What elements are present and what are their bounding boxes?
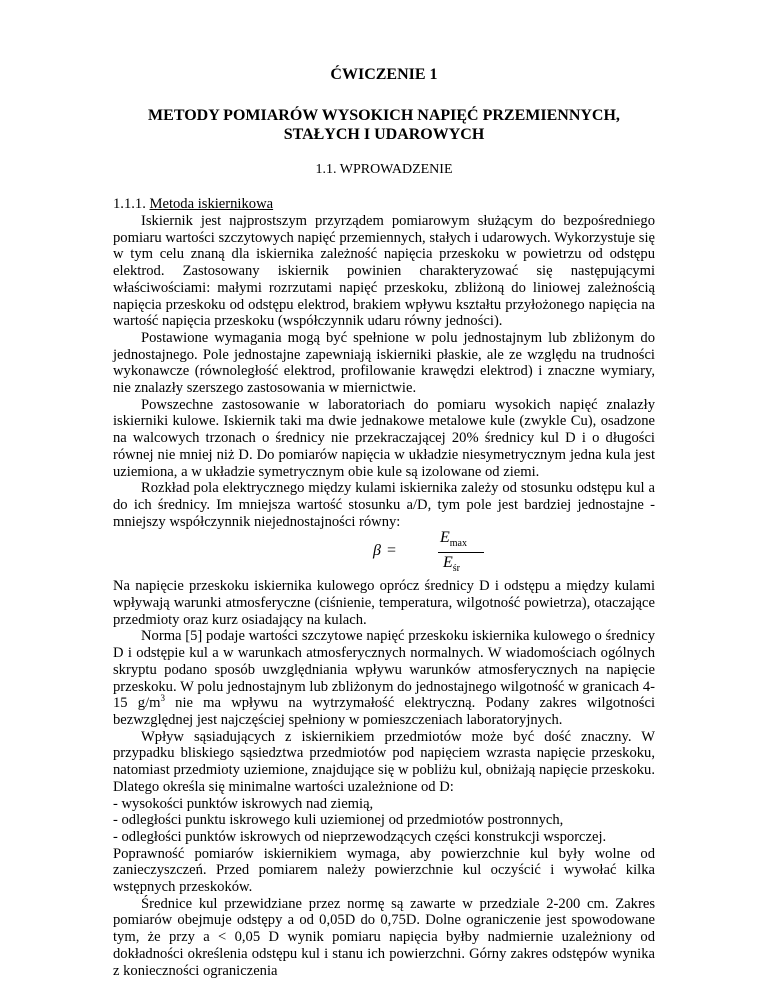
formula-den-var: E (443, 554, 453, 572)
formula-equals: = (387, 542, 397, 560)
list-item: - wysokości punktów iskrowych nad ziemią, (113, 795, 374, 812)
paragraph-part: Norma [5] podaje wartości szczytowe napięć przeskoku iskiernika kulowego o średnicy D i odstępie kul a w warunkach atmosferycznych normalnych. W wiadomościach ogólnych skryptu podano sposób uwzględniania wpływu warunków atmosferycznych na napięcie przeskoku. W polu jednostajnym lub zbliżonym do jednostajnego wilgotność w granicach 4-15 g/m (113, 628, 655, 712)
title-line-2: STAŁYCH I UDAROWYCH (283, 126, 485, 143)
paragraph: Na napięcie przeskoku iskiernika kulowego oprócz średnicy D i odstępu a między kulami wpływają warunki atmosferyczne (ciśnienie, temperatura, wilgotność powietrza), otaczające przedmioty oraz kurz osiadający na kulach. (113, 578, 655, 628)
subsection-title: Metoda iskiernikowa (149, 196, 274, 212)
paragraph-part: nie ma wpływu na wytrzymałość elektryczną. Podany zakres wilgotności bezwzględnej jest najczęściej spełniony w pomieszczeniach laboratoryjnych. (113, 695, 655, 728)
formula-num-sub: max (449, 538, 467, 550)
list-item: - odległości punktu iskrowego kuli uziemionej od przedmiotów postronnych, (113, 812, 564, 829)
section-heading: 1.1. WPROWADZENIE (315, 162, 453, 177)
list-item: - odległości punktów iskrowych od nieprzewodzących części konstrukcji wsporczej. (113, 828, 607, 845)
exercise-heading: ĆWICZENIE 1 (330, 66, 438, 83)
paragraph: Iskiernik jest najprostszym przyrządem pomiarowym służącym do bezpośredniego pomiaru wartości szczytowych napięć przemiennych, stałych i udarowych. Wykorzystuje się w tym celu znaną dla iskiernika zależność napięcia przeskoku w powietrzu od odstępu elektrod. Zastosowany iskiernik powinien charakteryzować się następującymi właściwościami: małymi rozrzutami napięć przeskoku, zbliżoną do liniowej zależnością napięcia przeskoku od odstępu elektrod, brakiem wpływu kształtu przyłożonego napięcia na wartość napięcia przeskoku (współczynnik udaru równy jedności). (113, 213, 655, 330)
paragraph: Wpływ sąsiadujących z iskiernikiem przedmiotów może być dość znaczny. W przypadku bliskiego sąsiedztwa przedmiotów pod napięciem wzrasta napięcie przeskoku, natomiast przedmioty uziemione, znajdujące się w pobliżu kul, obniżają napięcie przeskoku. Dlatego określa się minimalne wartości uzależnione od D: (113, 728, 655, 795)
fraction-bar (438, 552, 484, 553)
paragraph: Postawione wymagania mogą być spełnione w polu jednostajnym lub zbliżonym do jednostajnego. Pole jednostajne zapewniają iskierniki płaskie, ale ze względu na trudności wykonawcze (równoległość elektrod, profilowanie krawędzi elektrod) i znaczne wymiary, nie znalazły szerszego zastosowania w miernictwie. (113, 329, 655, 397)
formula-den-sub: śr (452, 563, 461, 575)
subsection-number: 1.1.1. (113, 196, 150, 212)
formula-num-var: E (440, 529, 450, 547)
paragraph: Średnice kul przewidziane przez normę są zawarte w przedziale 2-200 cm. Zakres pomiarów obejmuje odstępy a od 0,05D do 0,75D. Dolne ograniczenie jest spowodowane tym, że przy a < 0,05 D wynik pomiaru napięcia byłby nadmiernie uzależniony od dokładności określenia odstępu kul i stanu ich powierzchni. Górny zakres odstępów wynika z konieczności ograniczenia (113, 895, 655, 979)
formula-denominator (443, 555, 460, 578)
formula-numerator (440, 530, 467, 553)
paragraph: Rozkład pola elektrycznego między kulami iskiernika zależy od stosunku odstępu kul a do ich średnicy. Im mniejsza wartość stosunku a/D, tym pole jest bardziej jednostajne - mniejszy współczynnik niejednostajności równy: (113, 480, 655, 530)
document-title (0, 106, 768, 144)
paragraph (113, 628, 655, 728)
subsection-heading (113, 196, 273, 213)
superscript: 3 (160, 693, 165, 704)
formula-symbol: β (373, 542, 381, 560)
paragraph: Powszechne zastosowanie w laboratoriach do pomiaru wysokich napięć znalazły iskierniki kulowe. Iskiernik taki ma dwie jednakowe metalowe kule (zwykle Cu), osadzone na walcowych trzonach o średnicy nie przekraczającej 20% średnicy kul D i o długości równej nie mniej niż D. Do pomiarów napięcia w układzie niesymetrycznym jedna kula jest uziemiona, a w układzie symetrycznym obie kule są izolowane od ziemi. (113, 396, 655, 480)
title-line-1: METODY POMIARÓW WYSOKICH NAPIĘĆ PRZEMIENNYCH, (148, 107, 620, 124)
formula-beta (113, 530, 655, 578)
paragraph: Poprawność pomiarów iskiernikiem wymaga, aby powierzchnie kul były wolne od zanieczyszczeń. Przed pomiarem należy powierzchnie kul oczyścić i wywołać kilka wstępnych przeskoków. (113, 845, 655, 896)
body-text (113, 213, 655, 979)
